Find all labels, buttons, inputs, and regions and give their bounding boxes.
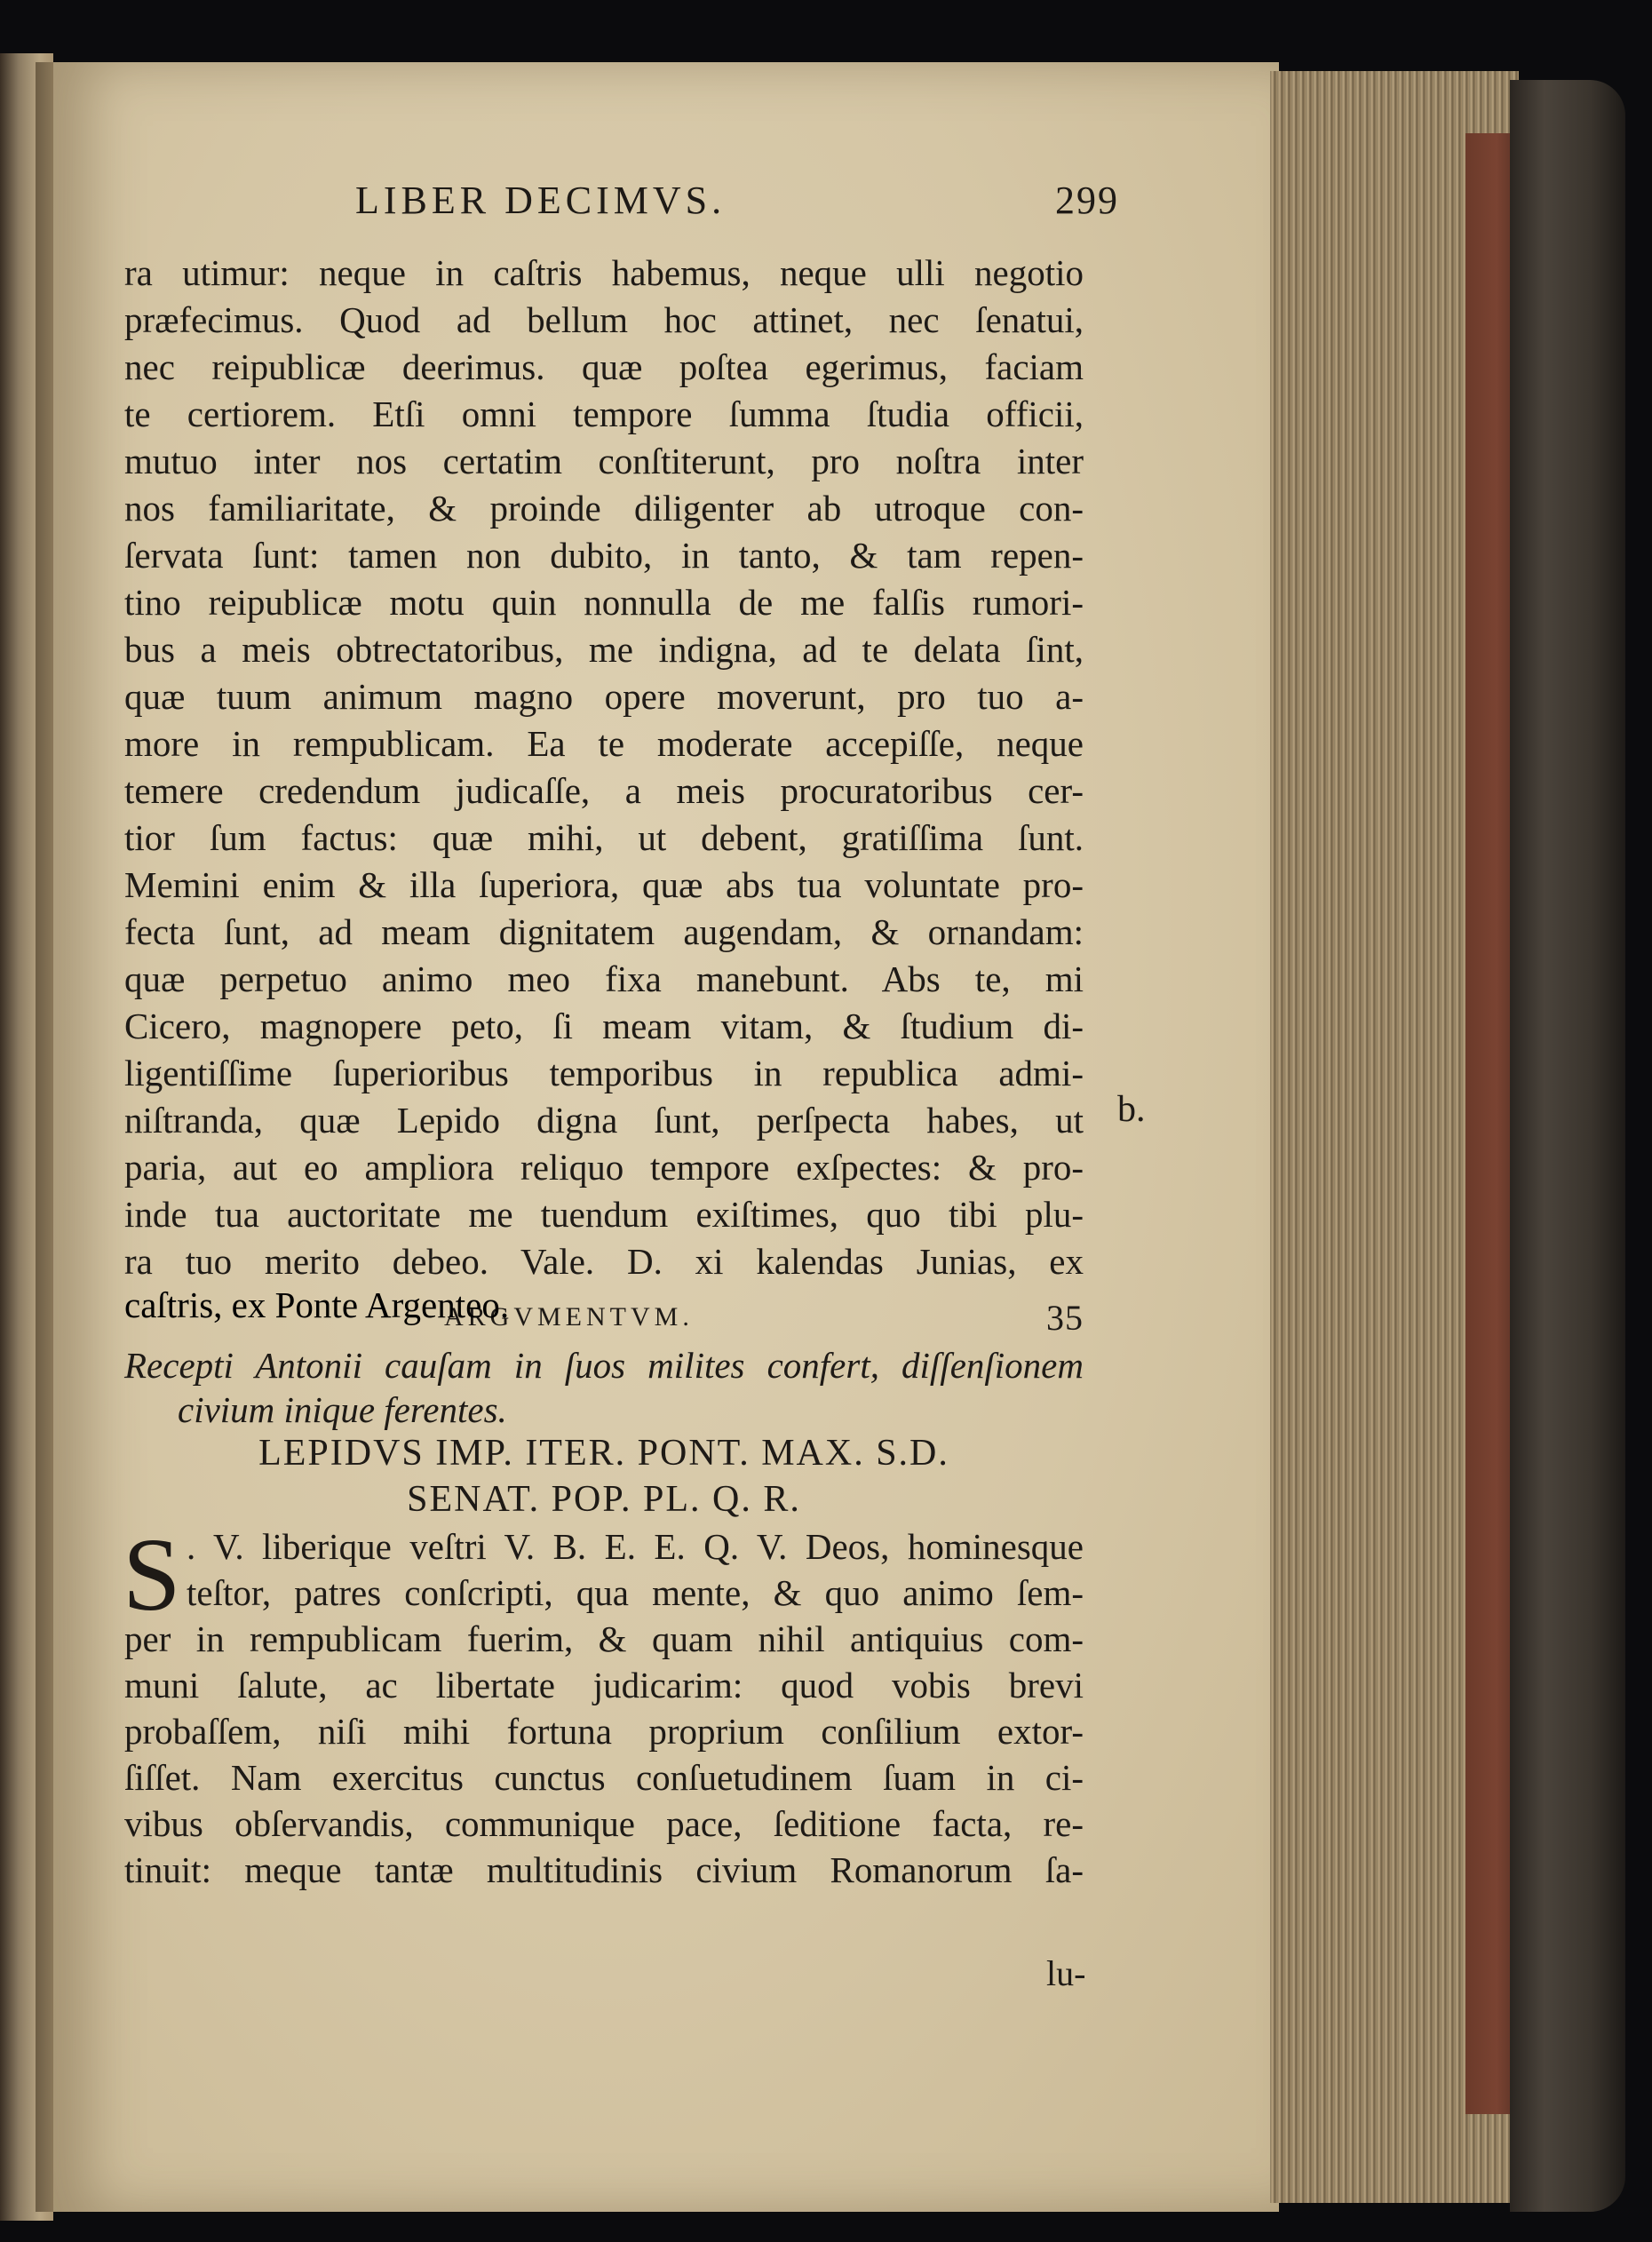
salutation-line: SENAT. POP. PL. Q. R. xyxy=(407,1479,801,1520)
body-line: inde tua auctoritate me tuendum exiſtimes, quo tibi plu- xyxy=(124,1194,1084,1235)
body-line: Cicero, magnopere peto, ſi meam vitam, & ſtudium di- xyxy=(124,1006,1084,1046)
letter-number: 35 xyxy=(1046,1298,1084,1338)
letter-line: per in rempublicam fuerim, & quam nihil antiquius com- xyxy=(124,1618,1084,1659)
body-line: paria, aut eo ampliora reliquo tempore exſpectes: & pro- xyxy=(124,1147,1084,1188)
body-line: temere credendum judicaſſe, a meis procuratoribus cer- xyxy=(124,770,1084,811)
body-line: tior ſum factus: quæ mihi, ut debent, gratiſſima ſunt. xyxy=(124,817,1084,858)
body-line: caſtris, ex Ponte Argenteo. xyxy=(124,1284,510,1325)
body-line: fecta ſunt, ad meam dignitatem augendam, & ornandam: xyxy=(124,911,1084,952)
body-line: niſtranda, quæ Lepido digna ſunt, perſpecta habes, ut xyxy=(124,1100,1084,1141)
body-line: bus a meis obtrectatoribus, me indigna, ad te delata ſint, xyxy=(124,629,1084,670)
running-head xyxy=(355,178,1119,231)
letter-line: muni ſalute, ac libertate judicarim: quod vobis brevi xyxy=(124,1665,1084,1705)
body-line: quæ perpetuo animo meo fixa manebunt. Abs te, mi xyxy=(124,958,1084,999)
body-line: more in rempublicam. Ea te moderate accepiſſe, neque xyxy=(124,723,1084,764)
body-line: nec reipublicæ deerimus. quæ poſtea egerimus, faciam xyxy=(124,346,1084,387)
body-line: mutuo inter nos certatim conſtiterunt, pro noſtra inter xyxy=(124,441,1084,481)
body-line: ra tuo merito debeo. Vale. D. xi kalendas Junias, ex xyxy=(124,1241,1084,1282)
body-line: præfecimus. Quod ad bellum hoc attinet, nec ſenatui, xyxy=(124,299,1084,340)
body-line: ligentiſſime ſuperioribus temporibus in republica admi- xyxy=(124,1053,1084,1093)
body-line: te certiorem. Etſi omni tempore ſumma ſtudia officii, xyxy=(124,394,1084,434)
letter-line: teſtor, patres conſcripti, qua mente, & quo animo ſem- xyxy=(187,1572,1084,1613)
argument-line: Recepti Antonii cauſam in ſuos milites confert, diſſenſionem xyxy=(124,1345,1084,1386)
running-head-title: LIBER DECIMVS. xyxy=(355,179,727,222)
body-line: nos familiaritate, & proinde diligenter ab utroque con- xyxy=(124,488,1084,529)
salutation-line: LEPIDVS IMP. ITER. PONT. MAX. S.D. xyxy=(258,1433,949,1474)
argument-line: civium inique ferentes. xyxy=(178,1389,507,1430)
body-line: ſervata ſunt: tamen non dubito, in tanto, & tam repen- xyxy=(124,535,1084,576)
letter-line: . V. liberique veſtri V. B. E. E. Q. V. Deos, hominesque xyxy=(187,1526,1084,1567)
body-line: Memini enim & illa ſuperiora, quæ abs tua voluntate pro- xyxy=(124,864,1084,905)
letter-line: tinuit: meque tantæ multitudinis civium Romanorum ſa- xyxy=(124,1849,1084,1890)
margin-note: b. xyxy=(1117,1089,1146,1130)
drop-cap: S xyxy=(123,1516,181,1633)
argument-label: ARGVMENTVM. xyxy=(444,1302,694,1332)
body-line: quæ tuum animum magno opere moverunt, pro tuo a- xyxy=(124,676,1084,717)
catchword: lu- xyxy=(1046,1953,1086,1993)
letter-line: vibus obſervandis, communique pace, ſeditione facta, re- xyxy=(124,1803,1084,1844)
body-line: ra utimur: neque in caſtris habemus, neque ulli negotio xyxy=(124,252,1084,293)
letter-line: probaſſem, niſi mihi fortuna proprium conſilium extor- xyxy=(124,1711,1084,1752)
letter-line: ſiſſet. Nam exercitus cunctus conſuetudinem ſuam in ci- xyxy=(124,1757,1084,1798)
page-number: 299 xyxy=(1055,179,1119,222)
body-line: tino reipublicæ motu quin nonnulla de me falſis rumori- xyxy=(124,582,1084,623)
